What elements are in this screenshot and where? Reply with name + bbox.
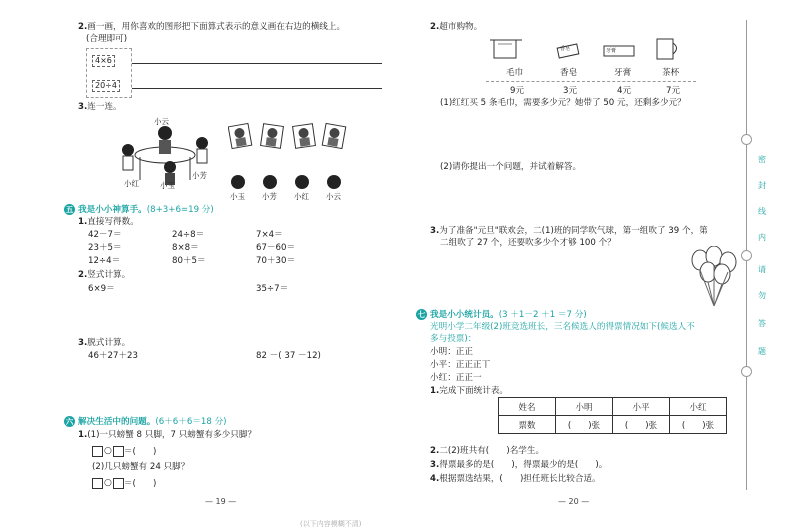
question-7-2 [430, 446, 544, 457]
calc-item: 67－60＝ [256, 243, 296, 253]
seal-char: 内 [758, 233, 766, 242]
kid-label: 小芳 [192, 171, 207, 180]
question-number: 1. [78, 217, 88, 227]
question-3-left [78, 102, 122, 113]
question-text: 超市购物。 [439, 22, 483, 32]
intro-line-1: 光明小学二年级(2)班竞选班长，三名候选人的得票情况如下(候选人不 [430, 322, 695, 332]
question-text: 完成下面统计表。 [439, 386, 509, 396]
section-score: (3 ＋1－2 ＋1 ＝7 分) [498, 310, 587, 320]
table-header: 姓名 [499, 398, 556, 416]
formula-box-1: 4×6 [92, 55, 115, 67]
question-2-right [430, 22, 482, 33]
question-text: (1)一只螃蟹 8 只脚，7 只螃蟹有多少只脚？ [87, 430, 257, 440]
question-number: 3. [78, 102, 88, 112]
seal-char: 答 [758, 319, 766, 328]
kid-label: 小芳 [262, 192, 277, 201]
page-number: — 20 — [558, 497, 590, 506]
vote-cell[interactable]: ( )张 [613, 416, 670, 434]
question-5-3 [78, 338, 130, 349]
seal-char: 线 [758, 207, 766, 216]
square-blank[interactable] [92, 478, 103, 489]
kid-label: 小玉 [160, 181, 175, 190]
vote-cell[interactable]: ( )张 [670, 416, 727, 434]
kid-label: 小云 [154, 117, 169, 126]
equation-template-1: ○ ＝( ) [92, 446, 156, 458]
square-blank[interactable] [92, 446, 103, 457]
section-icon: 七 [417, 310, 426, 319]
question-3-right [430, 226, 708, 237]
seal-circle [741, 366, 752, 377]
section-icon: 六 [65, 417, 74, 426]
question-note: (合理即可) [86, 34, 128, 44]
question-number: 1. [78, 430, 88, 440]
table-header: 小明 [556, 398, 613, 416]
goods-price: 4元 [617, 86, 632, 96]
question-text: 脱式计算。 [87, 338, 131, 348]
question-number: 2. [78, 270, 88, 280]
goods-illustrations [482, 34, 692, 66]
question-text-line-1: 为了准备"元旦"联欢会，二(1)班的同学吹气球，第一组吹了 39 个，第 [439, 226, 708, 236]
question-text: 竖式计算。 [87, 270, 131, 280]
goods-name: 毛巾 [506, 68, 524, 78]
answer-line [132, 88, 382, 89]
question-text: 得票最多的是( )，得票最少的是( )。 [439, 460, 608, 470]
section-icon: 五 [65, 205, 74, 214]
intro-line-2: 多与投票)： [430, 334, 477, 344]
calc-item: 24÷8＝ [172, 230, 205, 240]
seal-char: 密 [758, 155, 766, 164]
question-text: 二(2)班共有( )名学生。 [439, 446, 545, 456]
seal-char: 勿 [758, 291, 766, 300]
seal-circle [741, 134, 752, 145]
question-number: 4. [430, 474, 440, 484]
vertical-calc-a: 6×9＝ [88, 284, 115, 294]
calc-item: 12÷4＝ [88, 256, 121, 266]
goods-name: 牙膏 [614, 68, 632, 78]
question-5-2 [78, 270, 130, 281]
section-title: 我是小小统计员。 [430, 310, 499, 320]
tally-line: 小明：正正 [430, 347, 473, 357]
question-number: 3. [430, 460, 440, 470]
question-text: 连一连。 [87, 102, 122, 112]
tally-line: 小红：正正一 [430, 373, 482, 383]
table-header-row [499, 398, 727, 416]
page-number: — 19 — [205, 497, 237, 506]
goods-name: 香皂 [560, 68, 578, 78]
section-7-header [416, 309, 587, 321]
vote-cell[interactable]: ( )张 [556, 416, 613, 434]
footer-text: (以下内容模糊不清) [300, 520, 362, 528]
table-header: 小平 [613, 398, 670, 416]
table-row [499, 416, 727, 434]
calc-item: 70＋30＝ [256, 256, 296, 266]
balloons-icon [686, 246, 744, 310]
question-7-1 [430, 386, 508, 397]
question-text-line-2: 二组吹了 27 个，还要吹多少个才够 100 个？ [440, 238, 616, 248]
question-7-3 [430, 460, 607, 471]
children-heads [226, 172, 356, 192]
divider-line [486, 81, 696, 82]
soap-label: 香皂 [560, 46, 571, 52]
mixed-calc-b: 82 －( 37 －12) [256, 351, 321, 361]
question-7-4 [430, 474, 601, 485]
question-2-1-text: (1)红红买 5 条毛巾，需要多少元？她带了 50 元，还剩多少元？ [440, 98, 686, 108]
square-blank[interactable] [113, 446, 124, 457]
answer-line [132, 63, 382, 64]
question-number: 2. [430, 22, 440, 32]
question-text: 直接写得数。 [87, 217, 139, 227]
section-title: 解决生活中的问题。 [78, 417, 156, 427]
calc-item: 8×8＝ [172, 243, 199, 253]
question-number: 3. [430, 226, 440, 236]
seal-circle [741, 250, 752, 261]
section-score: (8+3+6=19 分) [146, 205, 214, 215]
goods-name: 茶杯 [662, 68, 680, 78]
seal-char: 封 [758, 181, 766, 190]
seal-char: 请 [758, 265, 766, 274]
tally-line: 小平：正正正丅 [430, 360, 491, 370]
toothpaste-label: 牙膏 [606, 48, 617, 54]
kid-label: 小玉 [230, 192, 245, 201]
formula-box-2: 20÷4 [92, 80, 120, 92]
seal-char: 题 [758, 347, 766, 356]
section-6-header [64, 416, 227, 428]
question-6-1 [78, 430, 256, 441]
equation-result: ＝( ) [123, 479, 157, 489]
calc-item: 23＋5＝ [88, 243, 122, 253]
calc-item: 42－7＝ [88, 230, 122, 240]
question-text: 画一画，用你喜欢的图形把下面算式表示的意义画在右边的横线上。 [87, 22, 346, 32]
question-number: 1. [430, 386, 440, 396]
row-label: 票数 [499, 416, 556, 434]
question-6-2-text: (2)几只螃蟹有 24 只脚？ [92, 462, 190, 472]
equation-template-2: ○ ＝( ) [92, 478, 156, 490]
square-blank[interactable] [113, 478, 124, 489]
calc-item: 7×4＝ [256, 230, 283, 240]
question-number: 3. [78, 338, 88, 348]
calc-item: 80＋5＝ [172, 256, 206, 266]
question-5-1 [78, 217, 139, 228]
section-5-header [64, 204, 214, 216]
kid-label: 小红 [294, 192, 309, 201]
vertical-calc-b: 35÷7＝ [256, 284, 289, 294]
vote-statistics-table [498, 397, 727, 434]
question-number: 2. [78, 22, 88, 32]
section-score: (6＋6＋6＝18 分) [155, 417, 227, 427]
goods-price: 9元 [510, 86, 525, 96]
question-number: 2. [430, 446, 440, 456]
kid-label: 小云 [326, 192, 341, 201]
goods-price: 3元 [563, 86, 578, 96]
portrait-frames [228, 122, 348, 150]
mixed-calc-a: 46＋27＋23 [88, 351, 138, 361]
kid-label: 小红 [124, 179, 139, 188]
question-text: 根据票选结果，( )担任班长比较合适。 [439, 474, 601, 484]
goods-price: 7元 [666, 86, 681, 96]
table-header: 小红 [670, 398, 727, 416]
question-2-2-text: (2)请你提出一个问题，并试着解答。 [440, 162, 582, 172]
question-2-left [78, 22, 345, 33]
section-title: 我是小小神算手。 [78, 205, 147, 215]
equation-result: ＝( ) [123, 447, 157, 457]
